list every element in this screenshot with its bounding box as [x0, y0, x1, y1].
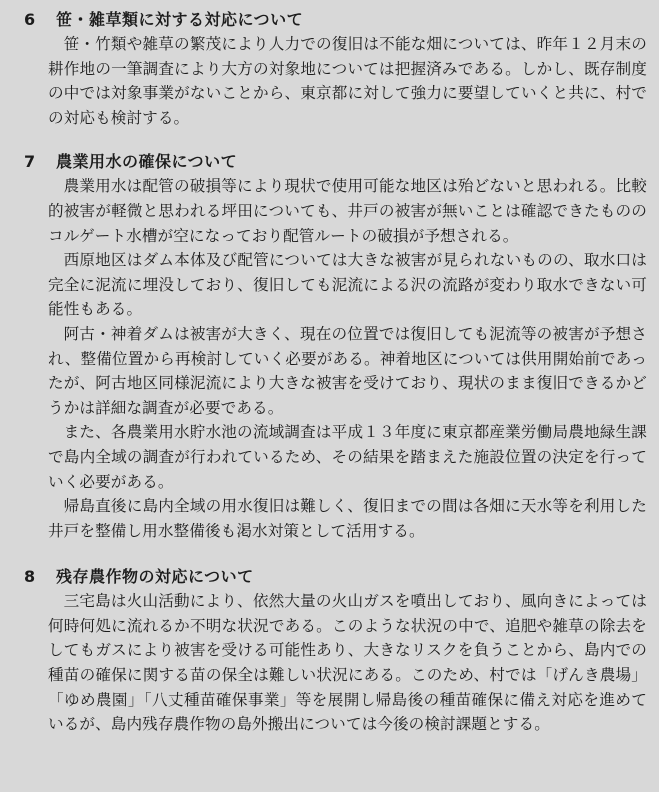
paragraph: 帰島直後に島内全域の用水復旧は難しく、復旧までの間は各畑に天水等を利用した井戸を整備し用水整備後も渇水対策として活用する。 [48, 497, 647, 540]
section-title: 笹・雑草類に対する対応について [56, 10, 304, 29]
paragraph: 笹・竹類や雑草の繁茂により人力での復旧は不能な畑については、昨年１２月末の耕作地の一筆調査により大方の対象地については把握済みである。しかし、既存制度の中では対象事業がないことから、東京都に対して強力に要望していくと共に、村での対応も検討する。 [48, 35, 647, 127]
section-heading [24, 150, 647, 174]
paragraph: 農業用水は配管の破損等により現状で使用可能な地区は殆どないと思われる。比較的被害が軽微と思われる坪田についても、井戸の被害が無いことは確認できたもののコルゲート水槽が空になっており配管ルートの破損が予想される。 [48, 177, 647, 245]
paragraph: また、各農業用水貯水池の流域調査は平成１３年度に東京都産業労働局農地緑生課で島内全域の調査が行われているため、その結果を踏まえた施設位置の決定を行っていく必要がある。 [48, 423, 647, 491]
section-title: 残存農作物の対応について [56, 567, 254, 587]
section-number: 8 [24, 567, 36, 587]
section-8 [24, 565, 647, 737]
section-heading [24, 565, 647, 589]
section-title: 農業用水の確保について [56, 152, 238, 172]
section-number: 7 [24, 152, 36, 172]
paragraph: 三宅島は火山活動により、依然大量の火山ガスを噴出しており、風向きによっては何時何処に流れるか不明な状況である。このような状況の中で、追肥や雑草の除去をしてもガスにより被害を受ける可能性あり、大きなリスクを負うことから、島内での種苗の確保に関する苗の保全は難しい状況にある。このため、村では「げんき農場」「ゆめ農園」「八丈種苗確保事業」等を展開し帰島後の種苗確保に備え対応を進めているが、島内残存農作物の島外搬出については今後の検討課題とする。 [48, 592, 647, 734]
section-heading [24, 8, 647, 32]
section-6 [24, 8, 647, 130]
section-7 [24, 150, 647, 543]
paragraph: 阿古・神着ダムは被害が大きく、現在の位置では復旧しても泥流等の被害が予想され、整備位置から再検討していく必要がある。神着地区については供用開始前であったが、阿古地区同様泥流により大きな被害を受けており、現状のまま復旧できるかどうかは詳細な調査が必要である。 [48, 324, 647, 417]
section-number: 6 [24, 10, 36, 29]
paragraph: 西原地区はダム本体及び配管については大きな被害が見られないものの、取水口は完全に泥流に埋没しており、復旧しても泥流による沢の流路が変わり取水できない可能性もある。 [48, 251, 647, 319]
